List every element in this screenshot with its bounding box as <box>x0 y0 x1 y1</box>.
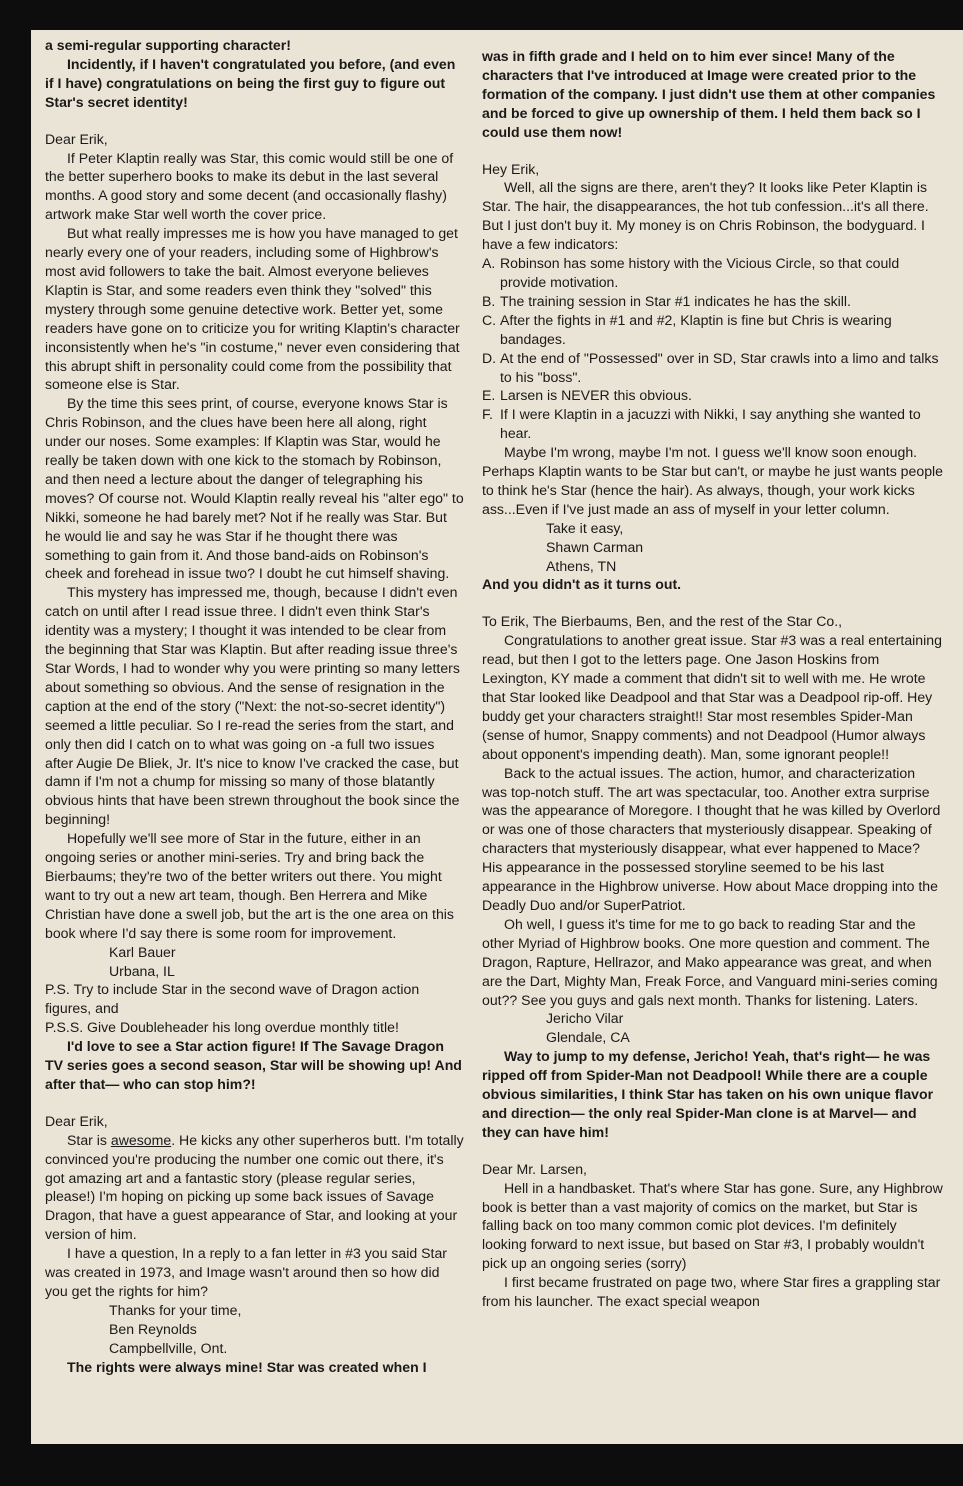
left-column <box>45 36 465 1377</box>
right-column <box>482 47 944 1311</box>
list-text: Robinson has some history with the Vicious Circle, so that could provide motivation. <box>500 255 900 290</box>
letter-paragraph: Well, all the signs are there, aren't they? It looks like Peter Klaptin is Star. The hair, the disappearances, the hot tub confession...it's all there. But I just don't buy it. My money is on Chris Robinson, the bodyguard. I have a few indicators: <box>482 179 929 253</box>
letter-paragraph: Oh well, I guess it's time for me to go back to reading Star and the other Myriad of Highbrow books. One more question and comment. The Dragon, Rapture, Hellrazor, and Mako appearance was great, and when are the Dart, Mighty Man, Freak Force, and Vanguard mini-series coming out?? See you guys and gals next month. Thanks for listening. Laters. <box>482 915 938 1008</box>
letter-paragraph: Back to the actual issues. The action, humor, and characterization was top-notch stuff. The art was spectacular, too. Another extra surprise was the appearance of Moregore. I thought that he was killed by Overlord or was one of those characters that mysteriously disappear. Speaking of characters that mysteriously disappear, what ever happened to Mace? His appearance in the possessed storyline seemed to be his last appearance in the Highbrow universe. How about Mace dropping into the Deadly Duo and/or SuperPatriot. <box>482 764 941 913</box>
letter-paragraph: This mystery has impressed me, though, because I didn't even catch on until after I read issue three. I didn't even think Star's identity was a mystery; I thought it was intended to be clear from the beginning that Star was Klaptin. But after reading issue three's Star Words, I had to wonder why you were printing so many letters about something so obvious. And the sense of resignation in the caption at the end of the story ("Next: the not-so-secret identity") seemed a little peculiar. So I re-read the series from the start, and only then did I catch on to what was going on -a full two issues after Augie De Bliek, Jr. It's nice to know I've cracked the case, but damn if I'm not a chump for missing so many of those blatantly obvious hints that have been strewn throughout the book since the beginning! <box>45 584 460 828</box>
letter-paragraph: If Peter Klaptin really was Star, this comic would still be one of the better superhero books to make its debut in the last several months. A good story and some decent (and occasionally flashy) artwork make Star well worth the cover price. <box>45 149 454 223</box>
signature-thanks: Thanks for your time, <box>109 1301 242 1318</box>
letter-paragraph <box>45 1131 465 1244</box>
signature-name: Shawn Carman <box>546 538 644 555</box>
letter-paragraph: Maybe I'm wrong, maybe I'm not. I guess we'll know soon enough. Perhaps Klaptin wants to be Star but can't, or maybe he just wants people to think he's Star (hence the hair). As always, though, your work kicks ass...Even if I've just made an ass of myself in your letter column. <box>482 444 944 517</box>
postscript-2: P.S.S. Give Doubleheader his long overdue monthly title! <box>45 1019 399 1036</box>
letter-paragraph: Hopefully we'll see more of Star in the future, either in an ongoing series or another mini-series. Try and bring back the Bierbaums; they're two of the better writers out there. You might want to try out a new art team, though. Ben Herrera and Mike Christian have done a swell job, but the art is the one area on this book where I'd say there is some room for improvement. <box>45 830 454 941</box>
list-text: At the end of "Possessed" over in SD, Star crawls into a limo and talks to his "boss". <box>500 349 939 385</box>
letter-paragraph: I have a question, In a reply to a fan letter in #3 you said Star was created in 1973, and Image wasn't around then so how did you get the rights for him? <box>45 1245 447 1299</box>
list-letter: B. <box>482 292 496 309</box>
letter-salutation: Dear Erik, <box>45 130 108 147</box>
list-letter: D. <box>482 349 497 366</box>
letter-paragraph: Hell in a handbasket. That's where Star has gone. Sure, any Highbrow book is better than a vast majority of comics on the market, but Star is falling back on too many common comic plot devices. I'm definitely looking forward to next issue, but based on Star #3, I probably wouldn't pick up an ongoing series (sorry) <box>482 1179 943 1272</box>
signature-place: Campbellville, Ont. <box>109 1339 228 1356</box>
editor-reply-congrats: Incidently, if I haven't congratulated you before, (and even if I have) congratulations on being the first guy to figure out Star's secret identity! <box>45 55 456 110</box>
list-letter: C. <box>482 311 497 328</box>
text-run: . He kicks any other superheros butt. I'm totally convinced you're producing the number one comic out there, it's got amazing art and a fantastic story (please regular series, please!) I'm hoping on picking up some back issues of Savage Dragon, that have a guest appearance of Star, and looking at your version of him. <box>45 1131 464 1243</box>
letter-salutation: Dear Erik, <box>45 1112 108 1129</box>
letter-paragraph: I first became frustrated on page two, where Star fires a grappling star from his launcher. The exact special weapon <box>482 1274 941 1310</box>
signature-name: Ben Reynolds <box>109 1320 197 1337</box>
list-item <box>482 405 944 443</box>
signature-place: Athens, TN <box>546 557 617 574</box>
postscript: P.S. Try to include Star in the second wave of Dragon action figures, and <box>45 981 420 1017</box>
letter-paragraph: Congratulations to another great issue. Star #3 was a real entertaining read, but then I got to the letters page. One Jason Hoskins from Lexington, KY made a comment that didn't sit to well with me. He wrote that Star looked like Deadpool and that Star was a Deadpool rip-off. Hey buddy get your characters straight!! Star most resembles Spider-Man (sense of humor, Snappy comments) and not Deadpool (Humor always about opponent's impending death). Man, some ignorant people!! <box>482 632 942 762</box>
editor-reply: I'd love to see a Star action figure! If The Savage Dragon TV series goes a second season, Star will be showing up! And after that— who can stop him?! <box>45 1038 462 1092</box>
signature-name: Jericho Vilar <box>546 1010 624 1027</box>
list-text: Larsen is NEVER this obvious. <box>500 387 692 404</box>
list-letter: F. <box>482 406 493 423</box>
signature-place: Urbana, IL <box>109 962 175 979</box>
list-item <box>482 292 944 311</box>
editor-reply: Way to jump to my defense, Jericho! Yeah, that's right— he was ripped off from Spider-Man not Deadpool! While there are a couple obvious similarities, I think Star has taken on his own unique flavor and direction— the only real Spider-Man clone is at Marvel— and they can have him! <box>482 1048 934 1140</box>
letter-paragraph: But what really impresses me is how you have managed to get nearly every one of your readers, including some of Highbrow's most avid followers to take the bait. Almost everyone believes Klaptin is Star, and some readers even think they "solved" this mystery through some genuine detective work. Better yet, some readers have gone on to criticize you for writing Klaptin's character inconsistently when he's "in costume," never even considering that this abrupt shift in personality could come from the possibility that someone else is Star. <box>45 225 460 393</box>
signature-place: Glendale, CA <box>546 1029 630 1046</box>
signature-thanks: Take it easy, <box>546 519 624 536</box>
list-text: The training session in Star #1 indicates he has the skill. <box>500 292 851 309</box>
list-text: If I were Klaptin in a jacuzzi with Nikki, I say anything she wanted to hear. <box>500 406 921 442</box>
editor-reply-end: a semi-regular supporting character! <box>45 37 291 53</box>
editor-reply-continued: was in fifth grade and I held on to him ever since! Many of the characters that I've introduced at Image were created prior to the formation of the company. I just didn't use them at other companies and be forced to give up ownership of them. I held them back so I could use them now! <box>482 48 936 140</box>
list-letter: A. <box>482 255 496 272</box>
letter-salutation: Dear Mr. Larsen, <box>482 1160 587 1177</box>
list-item <box>482 386 944 405</box>
list-text: After the fights in #1 and #2, Klaptin is fine but Chris is wearing bandages. <box>500 311 892 347</box>
list-letter: E. <box>482 387 496 404</box>
underlined-word: awesome <box>110 1131 172 1148</box>
list-item <box>482 349 944 387</box>
letters-page <box>31 30 963 1444</box>
signature-name: Karl Bauer <box>109 943 176 960</box>
editor-reply: And you didn't as it turns out. <box>482 576 682 593</box>
list-item <box>482 311 944 349</box>
letter-salutation: To Erik, The Bierbaums, Ben, and the rest of the Star Co., <box>482 613 843 630</box>
list-item <box>482 254 944 292</box>
letter-salutation: Hey Erik, <box>482 160 540 177</box>
letter-paragraph: By the time this sees print, of course, everyone knows Star is Chris Robinson, and the clues have been here all along, right under our noses. Some examples: If Klaptin was Star, would he really be taken down with one kick to the stomach by Robinson, and then need a lecture about the danger of telegraphing his moves? Of course not. Would Klaptin really reveal his "alter ego" to Nikki, someone he had barely met? Not if he really was Star. But he would lie and say he was Star if he thought there was something to gain from it. And those band-aids on Robinson's cheek and forehead in issue two? I doubt he cut himself shaving. <box>45 395 464 582</box>
text-run: Star is <box>67 1131 111 1148</box>
editor-reply: The rights were always mine! Star was created when I <box>67 1358 427 1375</box>
